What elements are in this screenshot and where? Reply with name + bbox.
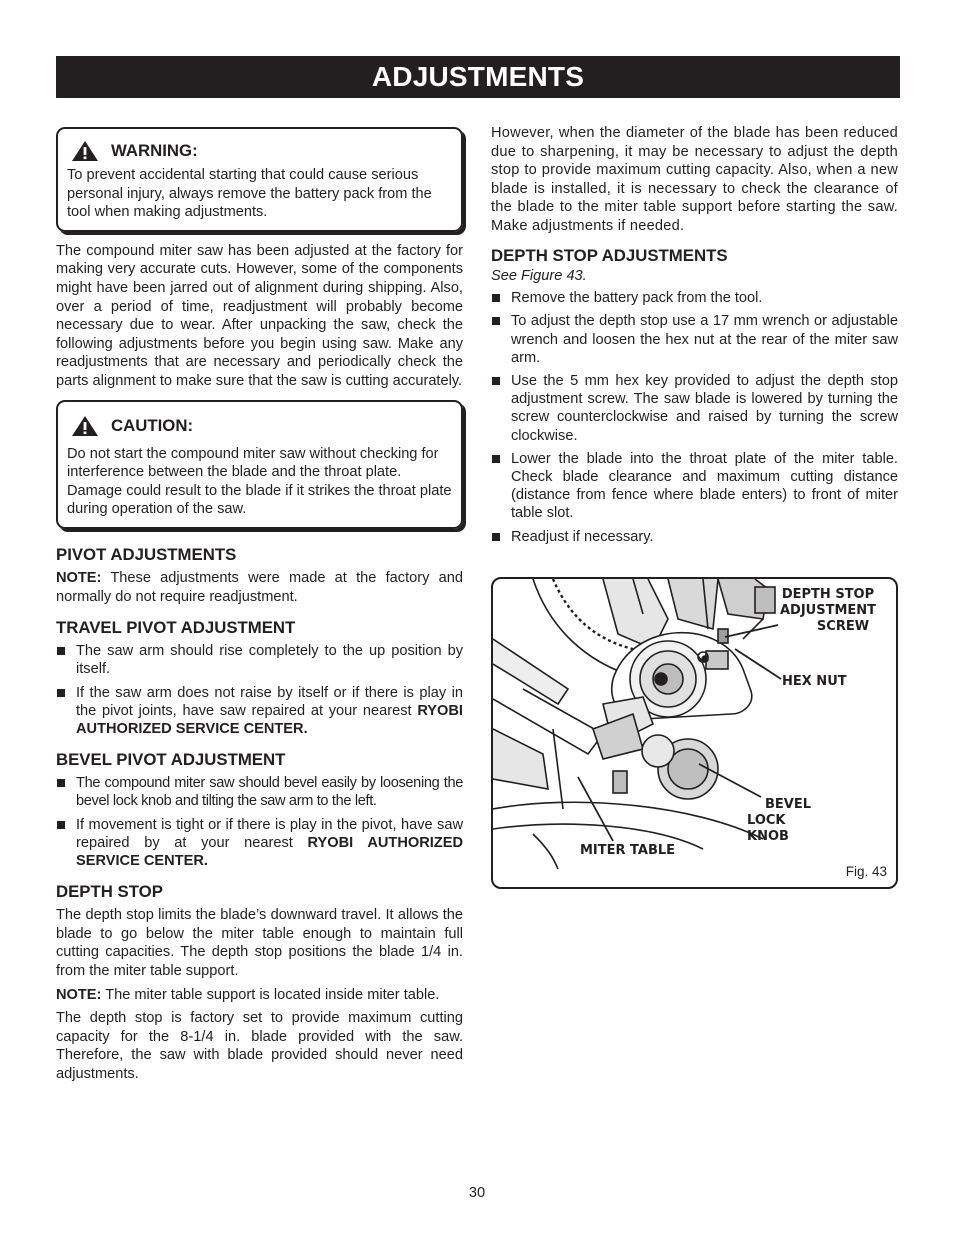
list-item xyxy=(491,312,898,367)
warning-title-text: WARNING: xyxy=(111,141,198,160)
travel-heading: TRAVEL PIVOT ADJUSTMENT xyxy=(56,618,296,638)
list-item xyxy=(56,774,463,810)
bullet-icon xyxy=(492,455,500,463)
caution-text: Do not start the compound miter saw without checking for interference between the blade and the throat plate. Damage could result to the blade if it strikes the throat plate during operation of the saw. xyxy=(67,445,452,518)
bevel-list xyxy=(56,774,463,870)
hex-nut-label: HEX NUT xyxy=(782,674,847,689)
page-number: 30 xyxy=(468,1185,486,1201)
warning-box xyxy=(56,127,463,232)
label-line: ADJUSTMENT xyxy=(779,603,877,618)
pivot-note-label: NOTE: xyxy=(56,569,102,586)
caution-title-text: CAUTION: xyxy=(111,415,194,435)
label-line: SCREW xyxy=(816,619,870,634)
left-column xyxy=(56,124,463,1088)
warning-title xyxy=(67,140,452,162)
depth-stop-heading: DEPTH STOP xyxy=(56,882,163,902)
pivot-note-text: These adjustments were made at the factory and normally do not require readjustment. xyxy=(56,569,463,605)
list-item-text: If movement is tight or if there is play in the pivot, have saw repaired by at your nearest xyxy=(76,816,463,851)
bullet-icon xyxy=(492,294,500,302)
list-item xyxy=(56,816,463,871)
label-line: LOCK KNOB xyxy=(747,813,789,844)
pivot-note xyxy=(56,569,463,606)
warning-triangle-icon xyxy=(71,140,99,162)
list-item xyxy=(56,642,463,678)
right-intro-paragraph: However, when the diameter of the blade has been reduced due to sharpening, it may be necessary to adjust the depth stop to provide maximum cutting capacity. Also, when a new blade is installed, it is necessary to check the clearance of the blade to the miter table support before starting the saw. Make adjustments if needed. xyxy=(491,125,898,234)
list-item xyxy=(491,450,898,523)
bullet-icon xyxy=(57,689,65,697)
depth-stop-adjustments-heading: DEPTH STOP ADJUSTMENTS xyxy=(491,245,728,265)
caution-title xyxy=(67,415,452,437)
bullet-icon xyxy=(57,779,65,787)
miter-table-label: MITER TABLE xyxy=(580,843,676,858)
caution-box xyxy=(56,400,463,529)
list-item-text: Remove the battery pack from the tool. xyxy=(511,290,763,307)
list-item-text: The saw arm should rise completely to the up position by itself. xyxy=(76,643,463,678)
list-item-text: To adjust the depth stop use a 17 mm wrench or adjustable wrench and loosen the hex nut at the rear of the miter saw arm. xyxy=(511,313,898,366)
depth-stop-note xyxy=(56,986,463,1005)
list-item xyxy=(491,289,898,307)
list-item-text: If the saw arm does not raise by itself or if there is play in the pivot joints, have saw repaired at your nearest xyxy=(76,684,463,719)
list-item xyxy=(491,372,898,445)
page-title: ADJUSTMENTS xyxy=(56,56,900,98)
list-item-text: Readjust if necessary. xyxy=(511,528,654,545)
depth-stop-screw-label xyxy=(776,587,880,635)
bevel-lock-knob-label xyxy=(747,797,829,845)
travel-list xyxy=(56,642,463,738)
bevel-heading: BEVEL PIVOT ADJUSTMENT xyxy=(56,750,286,770)
warning-text: To prevent accidental starting that could cause serious personal injury, always remove the battery pack from the tool when making adjustments. xyxy=(67,167,432,221)
list-item xyxy=(491,528,898,546)
list-item xyxy=(56,684,463,739)
right-column xyxy=(491,124,898,551)
depth-stop-paragraph-2: The depth stop is factory set to provide maximum cutting capacity for the 8-1/4 in. blade provided with the saw. Therefore, the saw with blade provided should never need adjustments. xyxy=(56,1010,463,1082)
intro-paragraph: The compound miter saw has been adjusted at the factory for making very accurate cuts. However, some of the components might have been jarred out of alignment during shipping. Also, over a period of time, readjustment will probably become necessary due to wear. After unpacking the saw, check the following adjustments before you begin using saw. Make any readjustments that are necessary and periodically check the parts alignment to make sure that the saw is cutting accurately. xyxy=(56,242,463,389)
depth-stop-paragraph: The depth stop limits the blade’s downward travel. It allows the blade to go below the miter table enough to maintain full cutting capacities. The depth stop positions the blade 1/4 in. from the miter table support. xyxy=(56,907,463,979)
label-line: BEVEL xyxy=(765,797,812,812)
list-item-text: Use the 5 mm hex key provided to adjust the depth stop adjustment screw. The saw blade is lowered by turning the screw counterclockwise and raised by turning the screw clockwise. xyxy=(511,372,898,444)
figure-43 xyxy=(491,577,898,889)
bullet-icon xyxy=(57,821,65,829)
service-center-text: RYOBI AUTHORIZED SERVICE CENTER. xyxy=(76,702,463,737)
list-item-text: Lower the blade into the throat plate of the miter table. Check blade clearance and maximum cutting distance (distance from fence where blade enters) to front of miter table slot. xyxy=(511,450,898,522)
depth-adjust-list xyxy=(491,289,898,546)
bullet-icon xyxy=(492,533,500,541)
bullet-icon xyxy=(57,647,65,655)
label-line: DEPTH STOP xyxy=(781,587,875,602)
figure-reference: See Figure 43. xyxy=(491,267,587,284)
pivot-heading: PIVOT ADJUSTMENTS xyxy=(56,544,237,564)
bullet-icon xyxy=(492,377,500,385)
service-center-text: RYOBI AUTHORIZED SERVICE CENTER. xyxy=(76,834,463,869)
depth-note-label: NOTE: xyxy=(56,986,102,1003)
bullet-icon xyxy=(492,317,500,325)
depth-note-text: The miter table support is located inside miter table. xyxy=(101,986,440,1003)
figure-caption: Fig. 43 xyxy=(845,864,887,879)
list-item-text: The compound miter saw should bevel easily by loosening the bevel lock knob and tilting the saw arm to the left. xyxy=(76,775,463,810)
caution-triangle-icon xyxy=(71,415,99,437)
